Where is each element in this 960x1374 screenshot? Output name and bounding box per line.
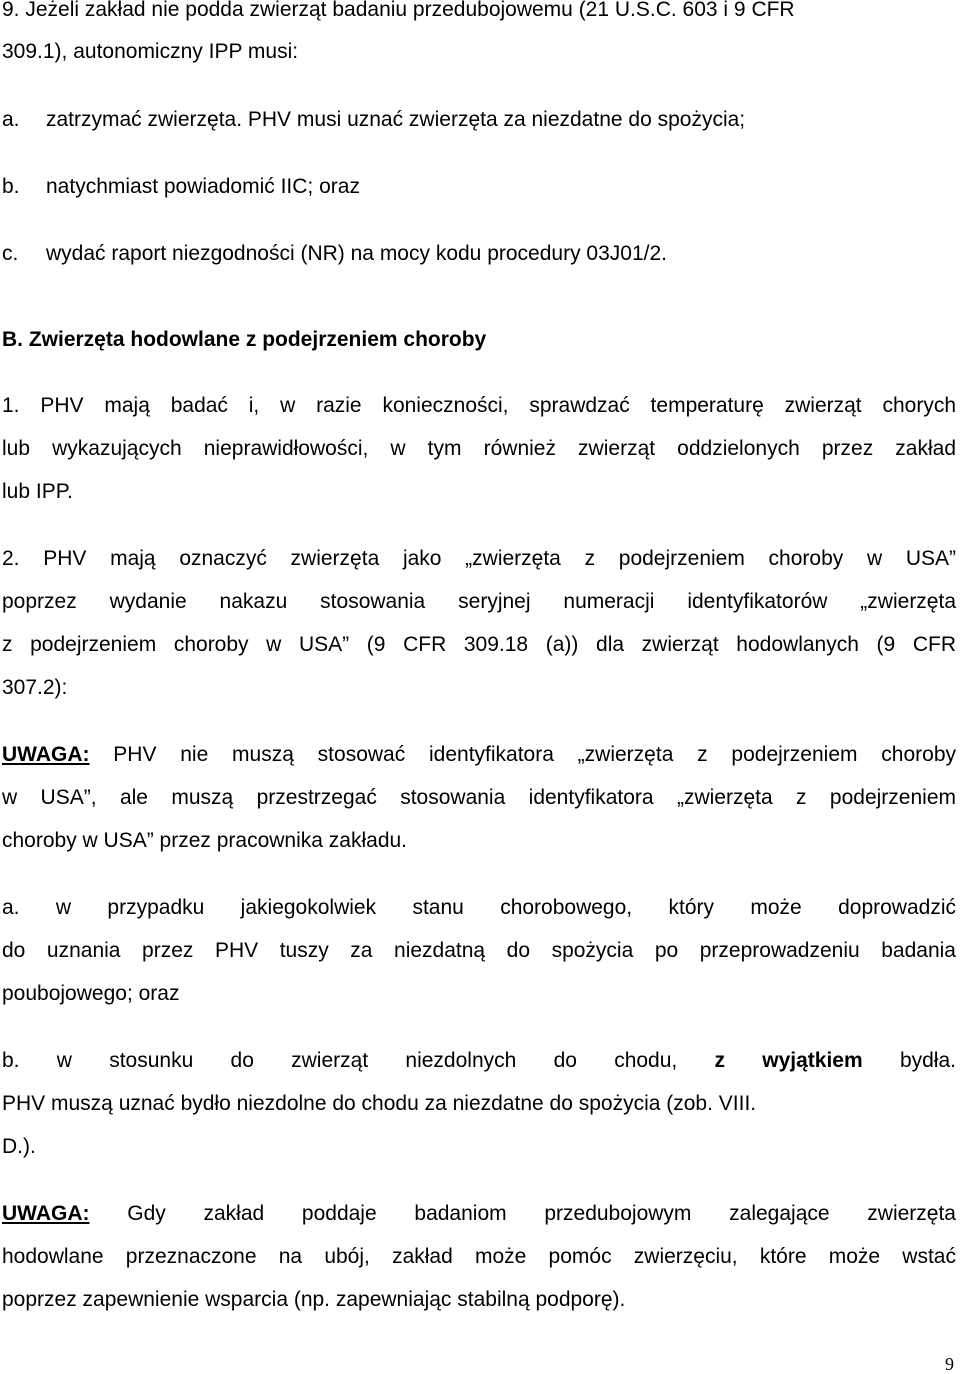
- p1-line1: 1. PHV mają badać i, w razie konieczności, sprawdzać temperaturę zwierząt chorych: [2, 394, 956, 417]
- item9-c-mark: c.: [2, 242, 19, 265]
- p2a-line3: poubojowego; oraz: [2, 982, 180, 1005]
- note2-label: UWAGA:: [2, 1202, 90, 1225]
- p2b-line1: [2, 1049, 956, 1073]
- p2b-line1-post: bydła.: [899, 1049, 956, 1072]
- item9-b-mark: b.: [2, 175, 20, 198]
- p2-line2: poprzez wydanie nakazu stosowania seryjnej numeracji identyfikatorów „zwierzęta: [2, 590, 956, 613]
- note1-text1: PHV nie muszą stosować identyfikatora „zwierzęta z podejrzeniem choroby: [89, 743, 956, 766]
- note2-line3: poprzez zapewnienie wsparcia (np. zapewniając stabilną podporę).: [2, 1288, 626, 1311]
- item9-line1: 9. Jeżeli zakład nie poddа zwierząt badaniu przedubojowemu (21 U.S.C. 603 i 9 CFR: [2, 0, 795, 21]
- p1-line3: lub IPP.: [2, 480, 73, 503]
- item9-a-mark: a.: [2, 108, 20, 131]
- p2-line1: 2. PHV mają oznaczyć zwierzęta jako „zwierzęta z podejrzeniem choroby w USA”: [2, 547, 956, 570]
- p2-line3: z podejrzeniem choroby w USA” (9 CFR 309.18 (a)) dla zwierząt hodowlanych (9 CFR: [2, 633, 956, 656]
- p2b-line1-bold: z wyjątkiem: [714, 1049, 863, 1072]
- item9-c-text: wydać raport niezgodności (NR) na mocy kodu procedury 03J01/2.: [46, 242, 667, 265]
- p2b-line3: D.).: [2, 1135, 36, 1158]
- p2a-line2: do uznania przez PHV tuszy za niezdatną do spożycia po przeprowadzeniu badania: [2, 939, 956, 962]
- section-b-heading: B. Zwierzęta hodowlane z podejrzeniem choroby: [2, 328, 487, 351]
- item9-b-text: natychmiast powiadomić IIC; oraz: [46, 175, 360, 198]
- note1-line3: choroby w USA” przez pracownika zakładu.: [2, 829, 408, 852]
- p1-line2: lub wykazujących nieprawidłowości, w tym również zwierząt oddzielonych przez zakład: [2, 437, 956, 460]
- p2b-line1-pre: b. w stosunku do zwierząt niezdolnych do chodu,: [2, 1049, 678, 1072]
- p2b-line2: PHV muszą uznać bydło niezdolne do chodu za niezdatne do spożycia (zob. VIII.: [2, 1092, 757, 1115]
- note1-label: UWAGA:: [2, 743, 90, 766]
- p2-line4: 307.2):: [2, 676, 68, 699]
- note1-line1: [2, 743, 956, 767]
- note1-line2: w USA”, ale muszą przestrzegać stosowania identyfikatora „zwierzęta z podejrzeniem: [2, 786, 956, 809]
- note2-line2: hodowlane przeznaczone na ubój, zakład może pomóc zwierzęciu, które może wstać: [2, 1245, 956, 1268]
- note2-text1: Gdy zakład poddaje badaniom przedubojowym zalegające zwierzęta: [89, 1202, 956, 1225]
- item9-a-text: zatrzymać zwierzęta. PHV musi uznać zwierzęta za niezdatne do spożycia;: [46, 108, 746, 131]
- item9-line2: 309.1), autonomiczny IPP musi:: [2, 40, 299, 63]
- note2-line1: [2, 1202, 956, 1226]
- p2a-line1: a. w przypadku jakiegokolwiek stanu chorobowego, który może doprowadzić: [2, 896, 956, 919]
- page-number: 9: [945, 1354, 954, 1374]
